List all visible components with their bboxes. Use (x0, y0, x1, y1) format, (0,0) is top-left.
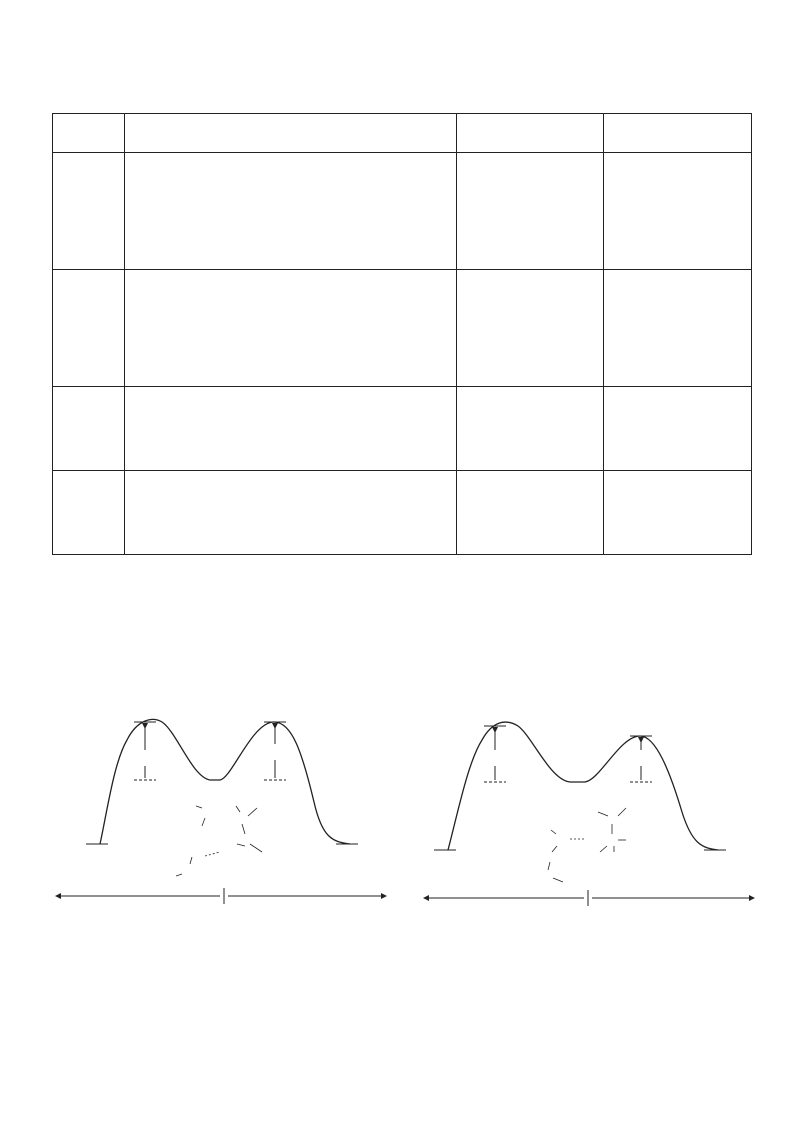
row-conclusion (604, 387, 752, 471)
row-option (53, 387, 125, 471)
energy-curve (448, 722, 718, 850)
row-option (53, 153, 125, 270)
header-phenomenon (457, 114, 604, 153)
table-header-row (53, 114, 752, 153)
molecule-bonds (176, 806, 262, 876)
table-row (53, 471, 752, 555)
row-phenomenon (457, 270, 604, 387)
header-conclusion (604, 114, 752, 153)
row-operation (124, 153, 457, 270)
energy-diagram-aqueous (52, 692, 392, 937)
header-operation (124, 114, 457, 153)
row-phenomenon (457, 471, 604, 555)
row-operation (124, 471, 457, 555)
row-conclusion (604, 153, 752, 270)
row-phenomenon (457, 387, 604, 471)
header-option (53, 114, 125, 153)
row-phenomenon (457, 153, 604, 270)
row-operation (124, 270, 457, 387)
row-conclusion (604, 471, 752, 555)
table-row (53, 153, 752, 270)
row-operation (124, 387, 457, 471)
table-row (53, 387, 752, 471)
row-conclusion (604, 270, 752, 387)
q12-table (52, 113, 752, 555)
molecule-bonds (548, 808, 626, 882)
row-option (53, 270, 125, 387)
energy-curve (100, 719, 350, 844)
row-option (53, 471, 125, 555)
energy-diagram-alcoholic (420, 692, 760, 937)
table-row (53, 270, 752, 387)
